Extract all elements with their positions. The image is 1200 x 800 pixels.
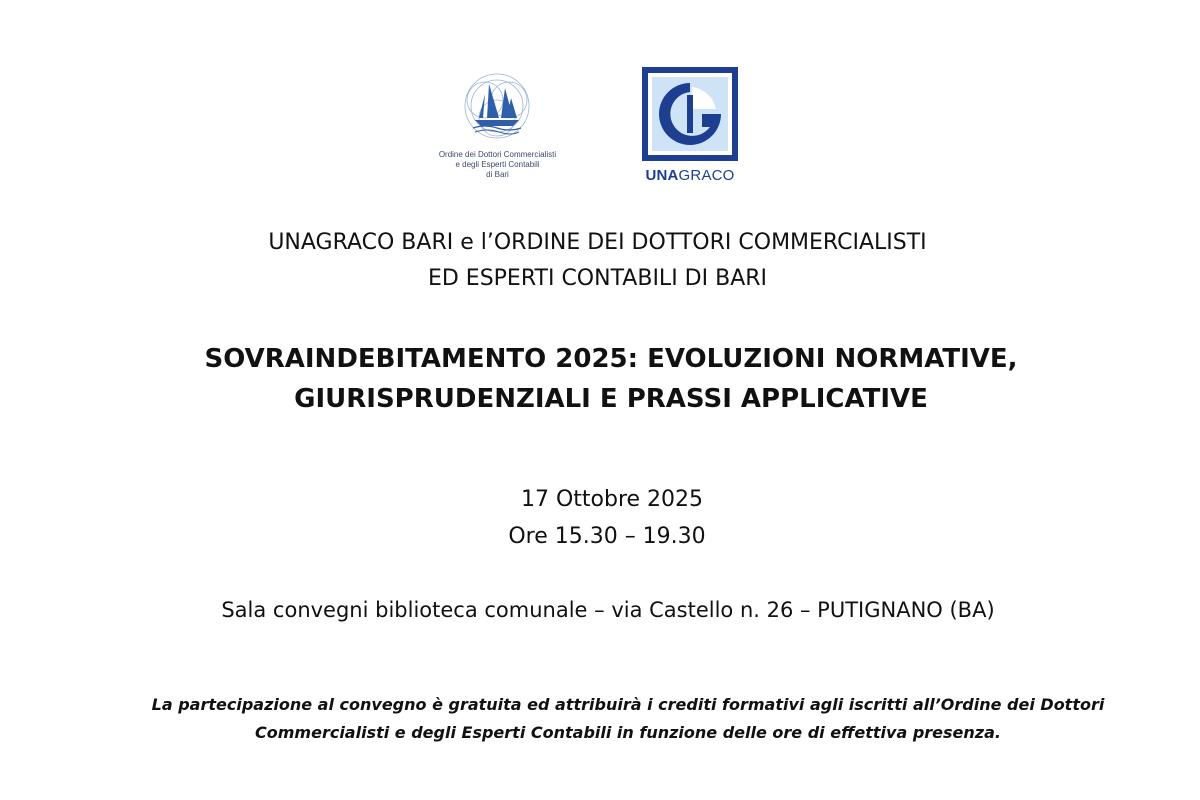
event-title-line-1: SOVRAINDEBITAMENTO 2025: EVOLUZIONI NORMATIVE, [204,344,1018,374]
odcec-caption-line-3: di Bari [486,170,509,179]
event-time: Ore 15.30 – 19.30 [508,524,706,549]
ship-emblem-logo-icon [425,70,570,150]
event-title-line-2: GIURISPRUDENZIALI E PRASSI APPLICATIVE [294,384,928,414]
event-schedule [0,481,1200,555]
odcec-caption [425,150,570,180]
organizers-line-1: UNAGRACO BARI e l’ORDINE DEI DOTTORI COMMERCIALISTI [268,230,927,255]
odcec-caption-line-1: Ordine dei Dottori Commercialisti [438,150,557,159]
participation-note-line-2: Commercialisti e degli Esperti Contabili in funzione delle ore di effettiva presenza. [255,723,1001,742]
unagraco-wordmark [640,167,740,184]
logos-row [0,60,1200,190]
participation-note [0,691,1200,747]
odcec-bari-logo [425,70,570,185]
organizers-line-2: ED ESPERTI CONTABILI DI BARI [427,266,768,291]
unagraco-logo-icon [640,65,740,163]
organizers-heading [0,225,1195,297]
unagraco-logo [640,65,740,185]
event-title [0,339,1200,419]
participation-note-line-1: La partecipazione al convegno è gratuita ed attribuirà i crediti formativi agli iscritti all’Ordine dei Dottori [151,695,1105,714]
unagraco-wordmark-bold: UNA [645,167,679,184]
event-date: 17 Ottobre 2025 [520,487,704,512]
event-venue: Sala convegni biblioteca comunale – via Castello n. 26 – PUTIGNANO (BA) [221,598,995,622]
odcec-caption-line-2: e degli Esperti Contabili [455,160,540,169]
unagraco-wordmark-regular: GRACO [678,167,735,184]
